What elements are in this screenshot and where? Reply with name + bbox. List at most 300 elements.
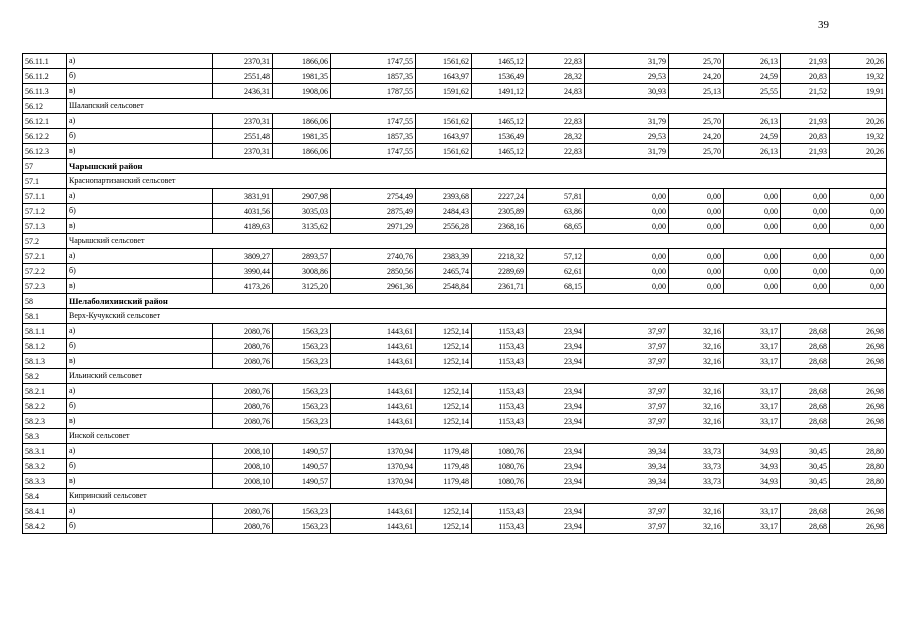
value-cell: 28,80 (830, 459, 887, 474)
row-code: 56.11.1 (23, 54, 67, 69)
value-cell: 1857,35 (331, 69, 416, 84)
value-cell: 0,00 (585, 249, 669, 264)
value-cell: 0,00 (830, 189, 887, 204)
value-cell: 25,70 (669, 114, 724, 129)
value-cell: 2080,76 (213, 414, 273, 429)
row-code: 56.12.1 (23, 114, 67, 129)
value-cell: 25,70 (669, 144, 724, 159)
value-cell: 0,00 (781, 279, 830, 294)
value-cell: 28,68 (781, 324, 830, 339)
value-cell: 2393,68 (416, 189, 472, 204)
value-cell: 0,00 (724, 264, 781, 279)
row-code: 58.2 (23, 369, 67, 384)
council-header-row (23, 174, 887, 189)
value-cell: 1443,61 (331, 324, 416, 339)
value-cell: 33,17 (724, 504, 781, 519)
value-cell: 28,68 (781, 414, 830, 429)
table-row (23, 324, 887, 339)
value-cell: 20,26 (830, 114, 887, 129)
value-cell: 26,98 (830, 384, 887, 399)
row-subitem: а) (67, 444, 213, 459)
value-cell: 24,59 (724, 69, 781, 84)
value-cell: 23,94 (527, 474, 585, 489)
value-cell: 1153,43 (472, 414, 527, 429)
row-subitem: в) (67, 414, 213, 429)
row-code: 57.2.3 (23, 279, 67, 294)
value-cell: 1465,12 (472, 114, 527, 129)
value-cell: 1465,12 (472, 144, 527, 159)
value-cell: 39,34 (585, 459, 669, 474)
value-cell: 2218,32 (472, 249, 527, 264)
value-cell: 32,16 (669, 384, 724, 399)
value-cell: 1536,49 (472, 129, 527, 144)
value-cell: 1080,76 (472, 459, 527, 474)
value-cell: 23,94 (527, 399, 585, 414)
value-cell: 34,93 (724, 459, 781, 474)
value-cell: 1490,57 (273, 459, 331, 474)
value-cell: 2556,28 (416, 219, 472, 234)
value-cell: 26,13 (724, 144, 781, 159)
table-row (23, 504, 887, 519)
row-code: 57 (23, 159, 67, 174)
row-subitem: а) (67, 189, 213, 204)
value-cell: 2080,76 (213, 324, 273, 339)
value-cell: 2754,49 (331, 189, 416, 204)
value-cell: 19,32 (830, 69, 887, 84)
value-cell: 32,16 (669, 339, 724, 354)
value-cell: 2465,74 (416, 264, 472, 279)
value-cell: 2893,57 (273, 249, 331, 264)
table-row (23, 189, 887, 204)
row-subitem: б) (67, 519, 213, 534)
row-code: 58.4.1 (23, 504, 67, 519)
value-cell: 1370,94 (331, 444, 416, 459)
value-cell: 1179,48 (416, 459, 472, 474)
value-cell: 2305,89 (472, 204, 527, 219)
value-cell: 28,68 (781, 504, 830, 519)
value-cell: 1490,57 (273, 474, 331, 489)
table-row (23, 444, 887, 459)
value-cell: 24,59 (724, 129, 781, 144)
value-cell: 68,65 (527, 219, 585, 234)
table-row (23, 354, 887, 369)
value-cell: 1643,97 (416, 69, 472, 84)
value-cell: 1563,23 (273, 339, 331, 354)
value-cell: 32,16 (669, 519, 724, 534)
value-cell: 1179,48 (416, 474, 472, 489)
value-cell: 1443,61 (331, 339, 416, 354)
value-cell: 2361,71 (472, 279, 527, 294)
row-subitem: в) (67, 84, 213, 99)
value-cell: 1866,06 (273, 54, 331, 69)
table-row (23, 459, 887, 474)
council-title: Ильинский сельсовет (67, 369, 887, 384)
table-row (23, 264, 887, 279)
value-cell: 23,94 (527, 504, 585, 519)
value-cell: 1179,48 (416, 444, 472, 459)
value-cell: 2370,31 (213, 144, 273, 159)
value-cell: 2551,48 (213, 69, 273, 84)
value-cell: 37,97 (585, 414, 669, 429)
value-cell: 29,53 (585, 129, 669, 144)
row-subitem: в) (67, 474, 213, 489)
value-cell: 0,00 (830, 264, 887, 279)
council-header-row (23, 369, 887, 384)
value-cell: 26,13 (724, 114, 781, 129)
value-cell: 23,94 (527, 324, 585, 339)
table-row (23, 519, 887, 534)
value-cell: 0,00 (781, 204, 830, 219)
value-cell: 57,12 (527, 249, 585, 264)
row-subitem: б) (67, 399, 213, 414)
row-code: 57.1.1 (23, 189, 67, 204)
value-cell: 23,94 (527, 519, 585, 534)
row-code: 57.1.3 (23, 219, 67, 234)
row-code: 58.1 (23, 309, 67, 324)
value-cell: 1080,76 (472, 474, 527, 489)
value-cell: 1563,23 (273, 384, 331, 399)
value-cell: 1491,12 (472, 84, 527, 99)
council-header-row (23, 234, 887, 249)
row-subitem: б) (67, 129, 213, 144)
table-row (23, 84, 887, 99)
value-cell: 2436,31 (213, 84, 273, 99)
value-cell: 23,94 (527, 444, 585, 459)
value-cell: 26,98 (830, 414, 887, 429)
row-code: 58.4 (23, 489, 67, 504)
value-cell: 23,94 (527, 414, 585, 429)
value-cell: 1866,06 (273, 144, 331, 159)
value-cell: 1747,55 (331, 54, 416, 69)
value-cell: 1443,61 (331, 504, 416, 519)
value-cell: 1747,55 (331, 114, 416, 129)
row-code: 58.3 (23, 429, 67, 444)
value-cell: 1252,14 (416, 519, 472, 534)
value-cell: 2080,76 (213, 504, 273, 519)
value-cell: 1857,35 (331, 129, 416, 144)
value-cell: 57,81 (527, 189, 585, 204)
value-cell: 1908,06 (273, 84, 331, 99)
value-cell: 33,73 (669, 474, 724, 489)
value-cell: 1153,43 (472, 339, 527, 354)
row-code: 57.1 (23, 174, 67, 189)
value-cell: 2368,16 (472, 219, 527, 234)
row-code: 58.3.1 (23, 444, 67, 459)
row-code: 56.11.2 (23, 69, 67, 84)
value-cell: 37,97 (585, 324, 669, 339)
value-cell: 26,98 (830, 339, 887, 354)
value-cell: 2080,76 (213, 519, 273, 534)
value-cell: 2080,76 (213, 399, 273, 414)
value-cell: 2227,24 (472, 189, 527, 204)
value-cell: 34,93 (724, 474, 781, 489)
row-subitem: б) (67, 339, 213, 354)
value-cell: 31,79 (585, 144, 669, 159)
value-cell: 30,45 (781, 444, 830, 459)
value-cell: 0,00 (724, 279, 781, 294)
value-cell: 3035,03 (273, 204, 331, 219)
value-cell: 34,93 (724, 444, 781, 459)
value-cell: 0,00 (669, 219, 724, 234)
row-subitem: а) (67, 384, 213, 399)
row-subitem: б) (67, 204, 213, 219)
value-cell: 1153,43 (472, 324, 527, 339)
row-subitem: а) (67, 249, 213, 264)
value-cell: 1153,43 (472, 399, 527, 414)
row-code: 58.1.3 (23, 354, 67, 369)
value-cell: 28,68 (781, 354, 830, 369)
value-cell: 1252,14 (416, 339, 472, 354)
value-cell: 32,16 (669, 414, 724, 429)
value-cell: 21,93 (781, 144, 830, 159)
value-cell: 68,15 (527, 279, 585, 294)
value-cell: 31,79 (585, 114, 669, 129)
value-cell: 2907,98 (273, 189, 331, 204)
value-cell: 0,00 (669, 204, 724, 219)
value-cell: 23,94 (527, 459, 585, 474)
value-cell: 33,17 (724, 354, 781, 369)
value-cell: 37,97 (585, 354, 669, 369)
council-title: Краснопартизанский сельсовет (67, 174, 887, 189)
value-cell: 23,94 (527, 339, 585, 354)
value-cell: 21,52 (781, 84, 830, 99)
value-cell: 1981,35 (273, 129, 331, 144)
row-code: 58.1.1 (23, 324, 67, 339)
value-cell: 63,86 (527, 204, 585, 219)
value-cell: 2289,69 (472, 264, 527, 279)
value-cell: 33,17 (724, 384, 781, 399)
value-cell: 1643,97 (416, 129, 472, 144)
value-cell: 30,45 (781, 459, 830, 474)
table-row (23, 54, 887, 69)
value-cell: 30,45 (781, 474, 830, 489)
value-cell: 1252,14 (416, 399, 472, 414)
value-cell: 2383,39 (416, 249, 472, 264)
value-cell: 0,00 (830, 279, 887, 294)
value-cell: 1490,57 (273, 444, 331, 459)
value-cell: 2961,36 (331, 279, 416, 294)
value-cell: 0,00 (830, 249, 887, 264)
district-title: Шелаболихинский район (67, 294, 887, 309)
row-code: 57.2.1 (23, 249, 67, 264)
value-cell: 26,98 (830, 324, 887, 339)
row-code: 57.2 (23, 234, 67, 249)
council-header-row (23, 429, 887, 444)
value-cell: 33,73 (669, 444, 724, 459)
value-cell: 20,26 (830, 54, 887, 69)
value-cell: 24,83 (527, 84, 585, 99)
value-cell: 1561,62 (416, 54, 472, 69)
council-header-row (23, 489, 887, 504)
value-cell: 1252,14 (416, 504, 472, 519)
table-row (23, 339, 887, 354)
value-cell: 1443,61 (331, 519, 416, 534)
value-cell: 3135,62 (273, 219, 331, 234)
value-cell: 39,34 (585, 474, 669, 489)
row-code: 57.2.2 (23, 264, 67, 279)
value-cell: 1465,12 (472, 54, 527, 69)
value-cell: 26,98 (830, 519, 887, 534)
value-cell: 1252,14 (416, 354, 472, 369)
table-row (23, 114, 887, 129)
value-cell: 22,83 (527, 114, 585, 129)
table-row (23, 204, 887, 219)
table-row (23, 414, 887, 429)
row-code: 58.1.2 (23, 339, 67, 354)
value-cell: 2080,76 (213, 384, 273, 399)
value-cell: 37,97 (585, 504, 669, 519)
value-cell: 0,00 (724, 204, 781, 219)
value-cell: 1747,55 (331, 144, 416, 159)
value-cell: 19,32 (830, 129, 887, 144)
value-cell: 28,80 (830, 474, 887, 489)
value-cell: 37,97 (585, 519, 669, 534)
value-cell: 0,00 (724, 219, 781, 234)
row-code: 58.2.1 (23, 384, 67, 399)
value-cell: 2971,29 (331, 219, 416, 234)
value-cell: 23,94 (527, 384, 585, 399)
value-cell: 1252,14 (416, 414, 472, 429)
value-cell: 4189,63 (213, 219, 273, 234)
value-cell: 2080,76 (213, 354, 273, 369)
value-cell: 20,83 (781, 129, 830, 144)
value-cell: 1563,23 (273, 399, 331, 414)
value-cell: 1370,94 (331, 459, 416, 474)
value-cell: 26,98 (830, 354, 887, 369)
value-cell: 1563,23 (273, 324, 331, 339)
value-cell: 2008,10 (213, 444, 273, 459)
value-cell: 0,00 (669, 264, 724, 279)
value-cell: 3831,91 (213, 189, 273, 204)
value-cell: 28,68 (781, 519, 830, 534)
council-header-row (23, 99, 887, 114)
row-code: 58.4.2 (23, 519, 67, 534)
tariff-table (22, 53, 887, 534)
value-cell: 19,91 (830, 84, 887, 99)
council-title: Кипринский сельсовет (67, 489, 887, 504)
value-cell: 0,00 (781, 189, 830, 204)
value-cell: 2080,76 (213, 339, 273, 354)
row-subitem: в) (67, 144, 213, 159)
value-cell: 1443,61 (331, 399, 416, 414)
council-title: Инской сельсовет (67, 429, 887, 444)
value-cell: 2551,48 (213, 129, 273, 144)
table-row (23, 69, 887, 84)
value-cell: 1563,23 (273, 519, 331, 534)
value-cell: 4031,56 (213, 204, 273, 219)
value-cell: 2484,43 (416, 204, 472, 219)
value-cell: 0,00 (830, 204, 887, 219)
value-cell: 1563,23 (273, 354, 331, 369)
value-cell: 33,17 (724, 339, 781, 354)
value-cell: 0,00 (830, 219, 887, 234)
value-cell: 3990,44 (213, 264, 273, 279)
value-cell: 0,00 (585, 204, 669, 219)
table-row (23, 219, 887, 234)
district-header-row (23, 159, 887, 174)
value-cell: 0,00 (724, 249, 781, 264)
value-cell: 0,00 (781, 219, 830, 234)
row-code: 56.11.3 (23, 84, 67, 99)
value-cell: 21,93 (781, 54, 830, 69)
value-cell: 1787,55 (331, 84, 416, 99)
value-cell: 28,80 (830, 444, 887, 459)
value-cell: 33,17 (724, 399, 781, 414)
value-cell: 0,00 (669, 279, 724, 294)
value-cell: 28,68 (781, 339, 830, 354)
row-subitem: а) (67, 54, 213, 69)
value-cell: 1153,43 (472, 384, 527, 399)
value-cell: 2008,10 (213, 459, 273, 474)
value-cell: 33,17 (724, 414, 781, 429)
value-cell: 37,97 (585, 339, 669, 354)
value-cell: 28,68 (781, 384, 830, 399)
table-row (23, 474, 887, 489)
value-cell: 25,13 (669, 84, 724, 99)
value-cell: 37,97 (585, 384, 669, 399)
row-code: 58.3.2 (23, 459, 67, 474)
value-cell: 33,17 (724, 519, 781, 534)
value-cell: 39,34 (585, 444, 669, 459)
row-subitem: в) (67, 279, 213, 294)
table-body (23, 54, 887, 534)
value-cell: 1153,43 (472, 354, 527, 369)
value-cell: 26,13 (724, 54, 781, 69)
value-cell: 32,16 (669, 399, 724, 414)
value-cell: 25,70 (669, 54, 724, 69)
table-row (23, 129, 887, 144)
row-subitem: в) (67, 354, 213, 369)
value-cell: 1252,14 (416, 384, 472, 399)
district-header-row (23, 294, 887, 309)
row-code: 58.2.3 (23, 414, 67, 429)
page-number: 39 (818, 19, 829, 31)
value-cell: 20,83 (781, 69, 830, 84)
value-cell: 0,00 (585, 279, 669, 294)
council-title: Верх-Кучукский сельсовет (67, 309, 887, 324)
value-cell: 0,00 (669, 189, 724, 204)
value-cell: 33,73 (669, 459, 724, 474)
value-cell: 0,00 (585, 264, 669, 279)
value-cell: 3809,27 (213, 249, 273, 264)
row-code: 56.12 (23, 99, 67, 114)
value-cell: 2850,56 (331, 264, 416, 279)
table-row (23, 249, 887, 264)
row-subitem: б) (67, 459, 213, 474)
table-row (23, 399, 887, 414)
value-cell: 1443,61 (331, 384, 416, 399)
value-cell: 1252,14 (416, 324, 472, 339)
value-cell: 2548,84 (416, 279, 472, 294)
row-code: 57.1.2 (23, 204, 67, 219)
table-row (23, 279, 887, 294)
row-code: 56.12.3 (23, 144, 67, 159)
value-cell: 32,16 (669, 354, 724, 369)
row-subitem: а) (67, 114, 213, 129)
value-cell: 62,61 (527, 264, 585, 279)
value-cell: 32,16 (669, 504, 724, 519)
value-cell: 28,32 (527, 129, 585, 144)
value-cell: 2875,49 (331, 204, 416, 219)
value-cell: 1153,43 (472, 504, 527, 519)
value-cell: 1536,49 (472, 69, 527, 84)
value-cell: 1866,06 (273, 114, 331, 129)
council-title: Шалапский сельсовет (67, 99, 887, 114)
value-cell: 37,97 (585, 399, 669, 414)
row-code: 58 (23, 294, 67, 309)
value-cell: 2008,10 (213, 474, 273, 489)
value-cell: 1563,23 (273, 504, 331, 519)
